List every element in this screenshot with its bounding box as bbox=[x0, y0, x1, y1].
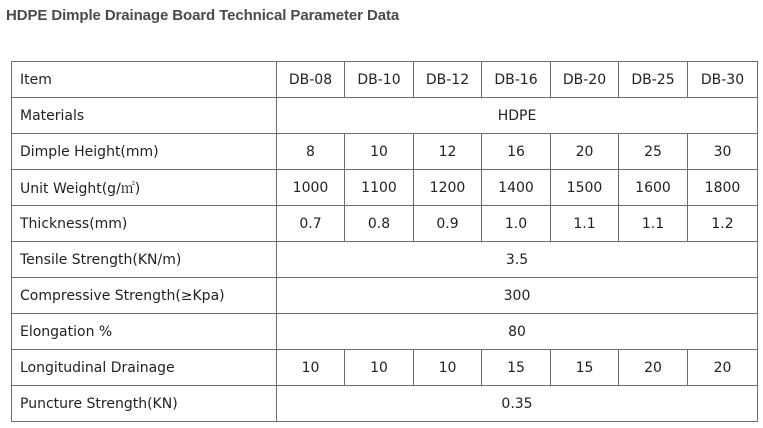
row-label: Tensile Strength(KN/m) bbox=[12, 242, 277, 278]
merged-value: 3.5 bbox=[277, 242, 758, 278]
header-row bbox=[12, 62, 758, 98]
table-cell: 20 bbox=[619, 350, 688, 386]
merged-value: 300 bbox=[277, 278, 758, 314]
table-cell: 1.2 bbox=[688, 206, 758, 242]
table-cell: 20 bbox=[551, 134, 619, 170]
table-row-dimple-height bbox=[12, 134, 758, 170]
table-row-elongation bbox=[12, 314, 758, 350]
header-db-25: DB-25 bbox=[619, 62, 688, 98]
table-cell: 10 bbox=[277, 350, 345, 386]
header-db-10: DB-10 bbox=[345, 62, 414, 98]
table-cell: 1.1 bbox=[619, 206, 688, 242]
table-cell: 1.1 bbox=[551, 206, 619, 242]
row-label: Elongation % bbox=[12, 314, 277, 350]
table-row-unit-weight bbox=[12, 170, 758, 206]
parameter-table bbox=[11, 61, 758, 422]
table-row-longitudinal-drainage bbox=[12, 350, 758, 386]
merged-value: 80 bbox=[277, 314, 758, 350]
table-row-thickness bbox=[12, 206, 758, 242]
table-cell: 0.9 bbox=[414, 206, 482, 242]
table-cell: 12 bbox=[414, 134, 482, 170]
page-title: HDPE Dimple Drainage Board Technical Parameter Data bbox=[6, 7, 400, 24]
table-cell: 20 bbox=[688, 350, 758, 386]
table-cell: 1200 bbox=[414, 170, 482, 206]
row-label: Unit Weight(g/㎡) bbox=[12, 170, 277, 206]
table-row-compressive-strength bbox=[12, 278, 758, 314]
table-cell: 15 bbox=[551, 350, 619, 386]
header-db-08: DB-08 bbox=[277, 62, 345, 98]
row-label: Materials bbox=[12, 98, 277, 134]
row-label: Puncture Strength(KN) bbox=[12, 386, 277, 422]
header-item: Item bbox=[12, 62, 277, 98]
table-cell: 1600 bbox=[619, 170, 688, 206]
row-label: Dimple Height(mm) bbox=[12, 134, 277, 170]
table-cell: 10 bbox=[414, 350, 482, 386]
table-cell: 15 bbox=[482, 350, 551, 386]
table-cell: 1000 bbox=[277, 170, 345, 206]
row-label: Thickness(mm) bbox=[12, 206, 277, 242]
table-cell: 30 bbox=[688, 134, 758, 170]
table-row-tensile-strength bbox=[12, 242, 758, 278]
merged-value: 0.35 bbox=[277, 386, 758, 422]
header-db-20: DB-20 bbox=[551, 62, 619, 98]
table-cell: 1400 bbox=[482, 170, 551, 206]
row-label: Compressive Strength(≥Kpa) bbox=[12, 278, 277, 314]
header-db-12: DB-12 bbox=[414, 62, 482, 98]
header-db-16: DB-16 bbox=[482, 62, 551, 98]
table-cell: 16 bbox=[482, 134, 551, 170]
table-cell: 1800 bbox=[688, 170, 758, 206]
table-cell: 8 bbox=[277, 134, 345, 170]
header-db-30: DB-30 bbox=[688, 62, 758, 98]
merged-value: HDPE bbox=[277, 98, 758, 134]
table-cell: 1500 bbox=[551, 170, 619, 206]
table-cell: 0.7 bbox=[277, 206, 345, 242]
table-cell: 1.0 bbox=[482, 206, 551, 242]
table-cell: 10 bbox=[345, 134, 414, 170]
table-cell: 0.8 bbox=[345, 206, 414, 242]
table-cell: 10 bbox=[345, 350, 414, 386]
table-row-puncture-strength bbox=[12, 386, 758, 422]
table-row-materials bbox=[12, 98, 758, 134]
row-label: Longitudinal Drainage bbox=[12, 350, 277, 386]
table-cell: 25 bbox=[619, 134, 688, 170]
table-cell: 1100 bbox=[345, 170, 414, 206]
